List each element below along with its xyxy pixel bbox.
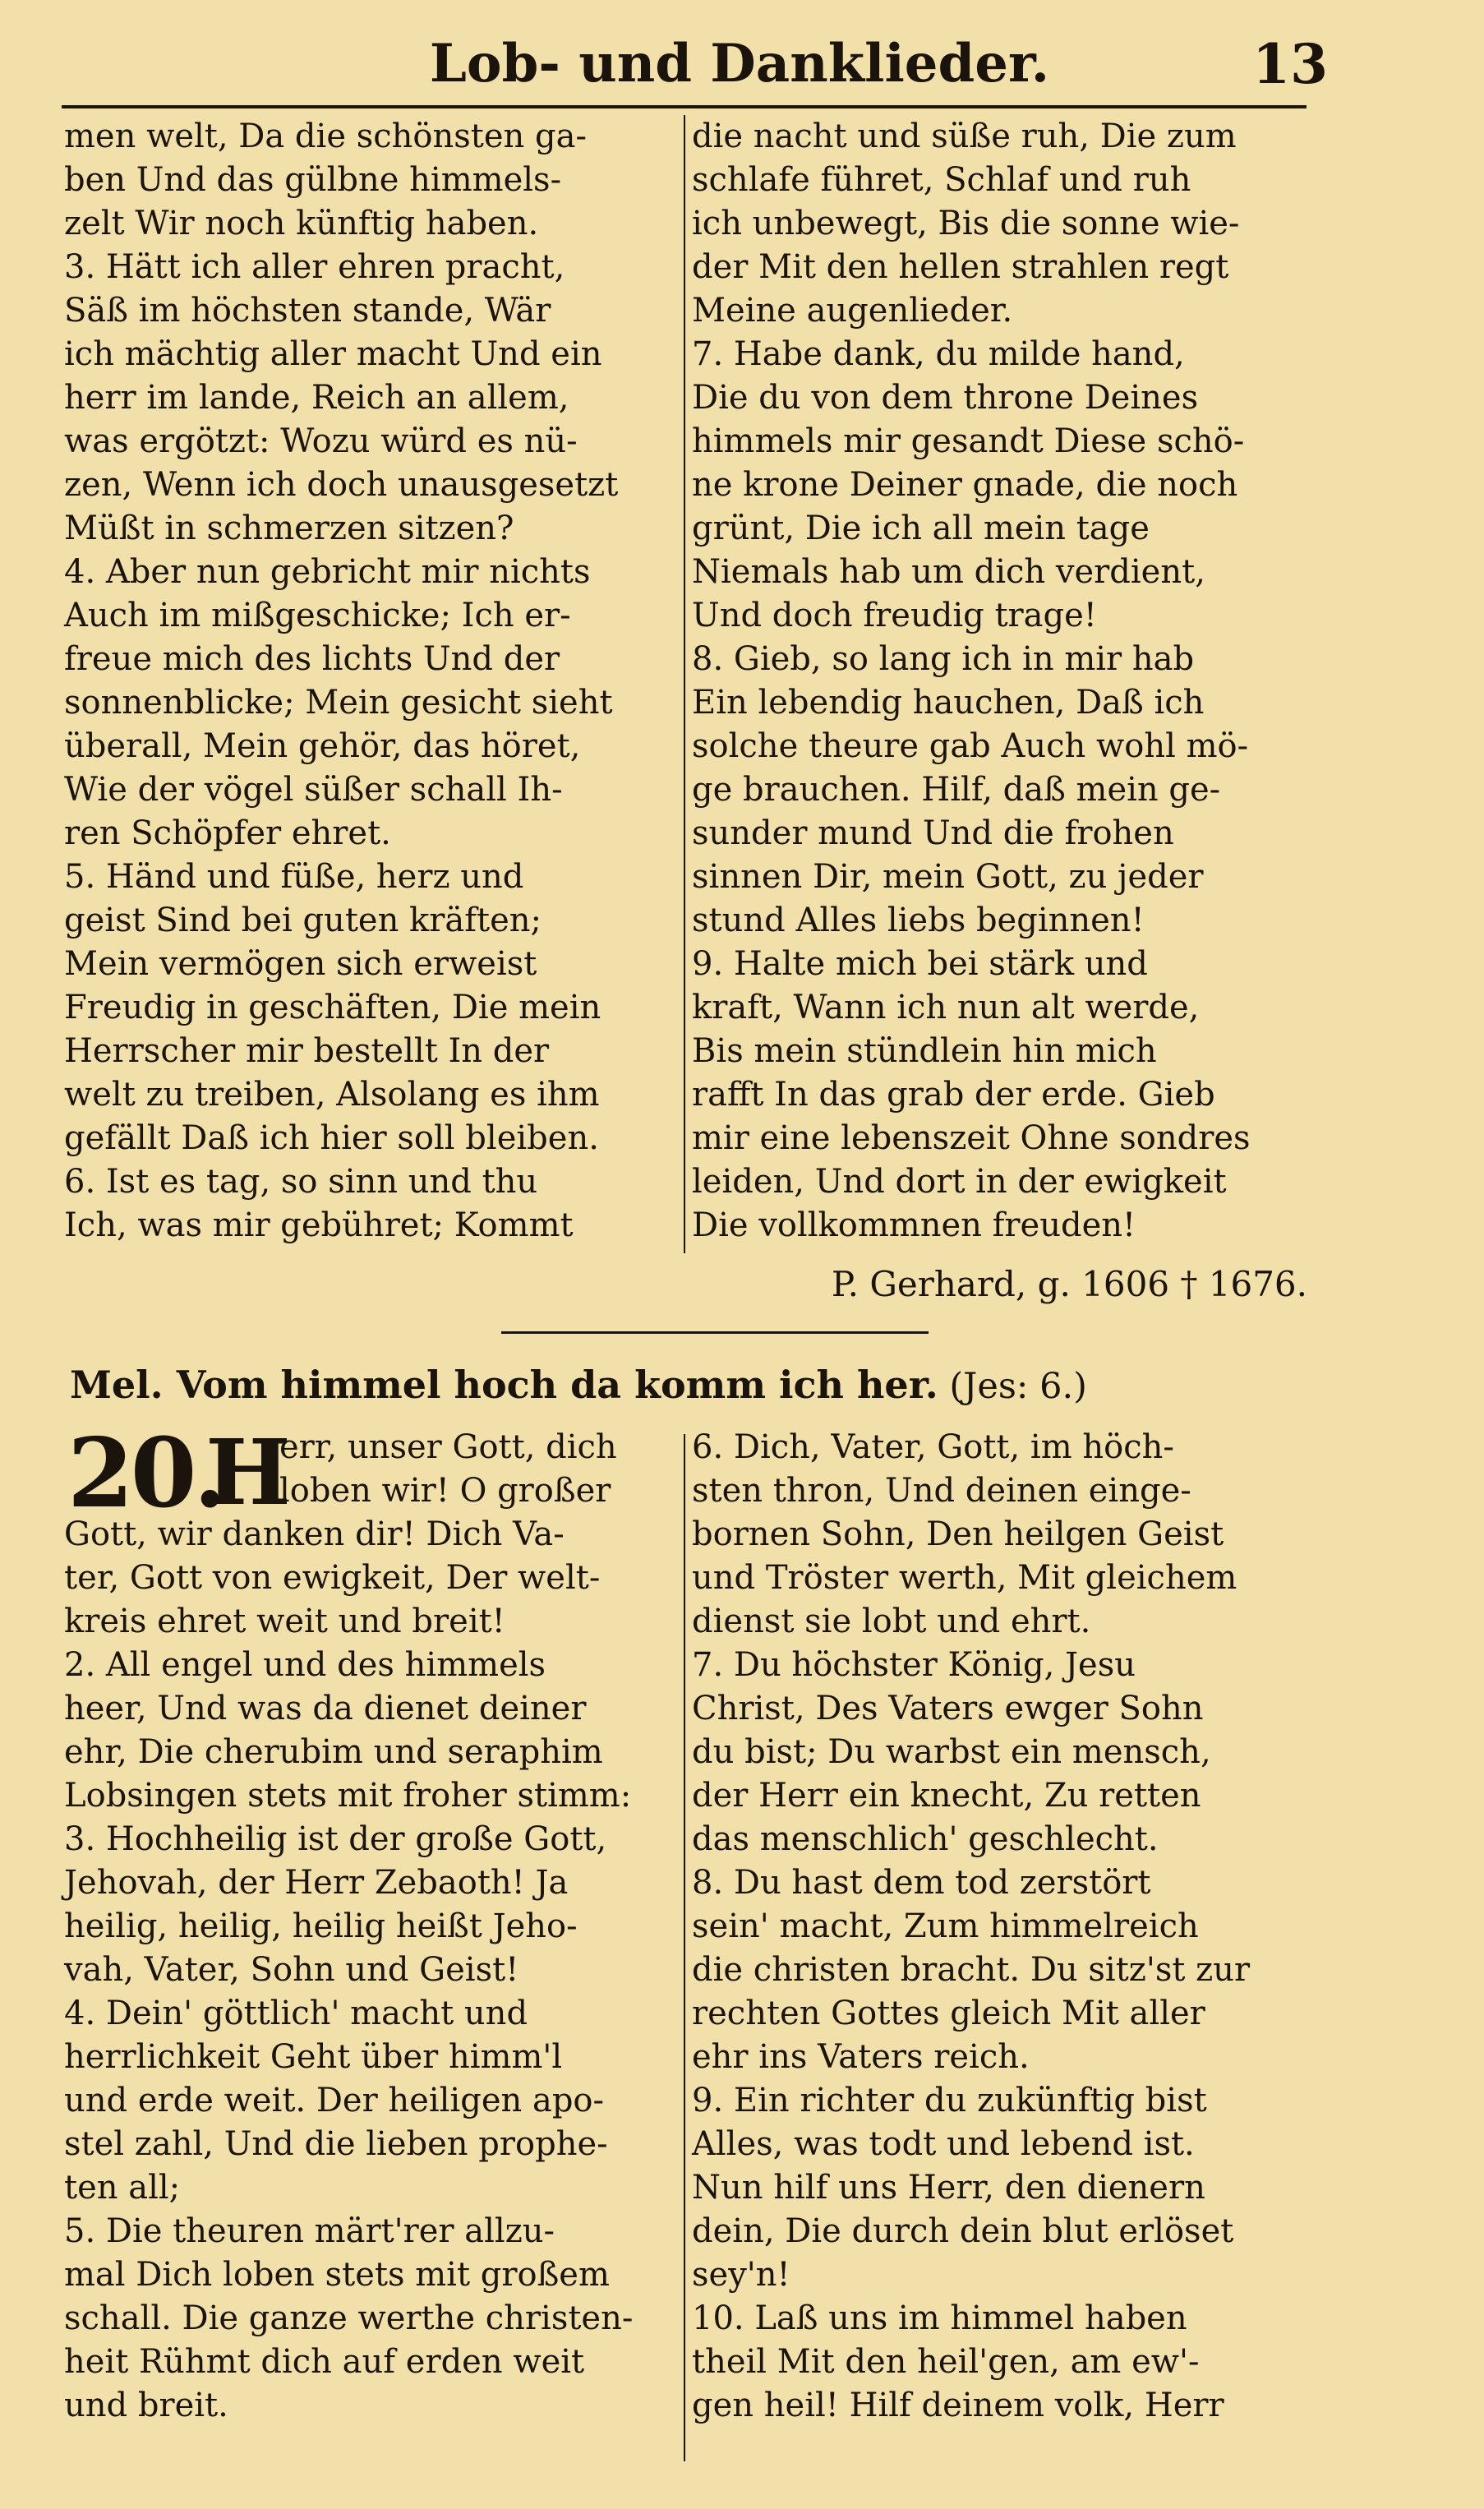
text-line: dienst sie lobt und ehrt. bbox=[692, 1603, 1091, 1640]
text-line: 10. Laß uns im himmel haben bbox=[692, 2299, 1187, 2337]
text-line: Gott, wir danken dir! Dich Va- bbox=[64, 1515, 565, 1553]
text-line: Nun hilf uns Herr, den dienern bbox=[692, 2169, 1205, 2207]
text-line: ben Und das gülbne himmels- bbox=[64, 161, 562, 199]
text-line: sunder mund Und die frohen bbox=[692, 814, 1174, 852]
text-line: 4. Dein' göttlich' macht und bbox=[64, 1995, 528, 2032]
text-line: ehr, Die cherubim und seraphim bbox=[64, 1733, 603, 1771]
text-line: 6. Ist es tag, so sinn und thu bbox=[64, 1163, 538, 1201]
text-line: und Tröster werth, Mit gleichem bbox=[692, 1559, 1237, 1597]
text-line: sonnenblicke; Mein gesicht sieht bbox=[64, 684, 613, 722]
left-column-top bbox=[64, 115, 618, 1248]
text-line: welt zu treiben, Alsolang es ihm bbox=[64, 1076, 600, 1114]
text-line: theil Mit den heil'gen, am ew'- bbox=[692, 2343, 1200, 2381]
text-line: loben wir! O großer bbox=[279, 1472, 611, 1510]
text-line: Auch im mißgeschicke; Ich er- bbox=[64, 597, 571, 634]
text-line: stel zahl, Und die lieben prophe- bbox=[64, 2125, 608, 2163]
text-line: ter, Gott von ewigkeit, Der welt- bbox=[64, 1559, 601, 1597]
text-line: und breit. bbox=[64, 2387, 228, 2424]
text-line: 9. Ein richter du zukünftig bist bbox=[692, 2082, 1207, 2119]
text-line: sey'n! bbox=[692, 2256, 790, 2294]
text-line: kreis ehret weit und breit! bbox=[64, 1603, 505, 1640]
text-line: rafft In das grab der erde. Gieb bbox=[692, 1076, 1215, 1114]
hymn-number: 20. bbox=[67, 1418, 224, 1529]
text-line: Freudig in geschäften, Die mein bbox=[64, 989, 601, 1026]
text-line: Meine augenlieder. bbox=[692, 292, 1013, 330]
text-line: heer, Und was da dienet deiner bbox=[64, 1690, 587, 1727]
hymn-author: P. Gerhard, g. 1606 † 1676. bbox=[831, 1264, 1307, 1304]
right-column-top bbox=[692, 115, 1251, 1248]
text-line: die nacht und süße ruh, Die zum bbox=[692, 118, 1237, 155]
page-header-title: Lob- und Danklieder. bbox=[429, 33, 1050, 95]
text-line: Mein vermögen sich erweist bbox=[64, 945, 537, 983]
right-column-bottom bbox=[692, 1426, 1250, 2428]
text-line: 5. Die theuren märt'rer allzu- bbox=[64, 2212, 555, 2250]
text-line: ehr ins Vaters reich. bbox=[692, 2038, 1030, 2076]
text-line: solche theure gab Auch wohl mö- bbox=[692, 727, 1249, 765]
text-line: mal Dich loben stets mit großem bbox=[64, 2256, 610, 2294]
text-line: Die vollkommnen freuden! bbox=[692, 1206, 1136, 1244]
text-line: ge brauchen. Hilf, daß mein ge- bbox=[692, 771, 1221, 809]
text-line: ten all; bbox=[64, 2169, 181, 2207]
text-line: der Herr ein knecht, Zu retten bbox=[692, 1777, 1201, 1815]
text-line: Niemals hab um dich verdient, bbox=[692, 553, 1205, 591]
text-line: Alles, was todt und lebend ist. bbox=[692, 2125, 1195, 2163]
text-line: Lobsingen stets mit froher stimm: bbox=[64, 1777, 632, 1815]
text-line: mir eine lebenszeit Ohne sondres bbox=[692, 1119, 1251, 1157]
section-divider bbox=[501, 1331, 929, 1334]
melody-reference: (Jes: 6.) bbox=[949, 1366, 1087, 1407]
text-line: was ergötzt: Wozu würd es nü- bbox=[64, 422, 578, 460]
text-line: Christ, Des Vaters ewger Sohn bbox=[692, 1690, 1204, 1727]
column-divider-top bbox=[684, 115, 685, 1253]
text-line: herr im lande, Reich an allem, bbox=[64, 379, 569, 417]
text-line: 5. Händ und füße, herz und bbox=[64, 858, 524, 896]
text-line: schall. Die ganze werthe christen- bbox=[64, 2299, 634, 2337]
text-line: 7. Habe dank, du milde hand, bbox=[692, 335, 1185, 373]
text-line: heilig, heilig, heilig heißt Jeho- bbox=[64, 1907, 578, 1945]
text-line: zelt Wir noch künftig haben. bbox=[64, 205, 539, 242]
text-line: men welt, Da die schönsten ga- bbox=[64, 118, 587, 155]
page-number: 13 bbox=[1252, 32, 1328, 96]
text-line: Bis mein stündlein hin mich bbox=[692, 1032, 1157, 1070]
melody-label: Mel. Vom himmel hoch da komm ich her. bbox=[70, 1363, 938, 1407]
text-line: kraft, Wann ich nun alt werde, bbox=[692, 989, 1200, 1026]
text-line: geist Sind bei guten kräften; bbox=[64, 902, 542, 939]
column-divider-bottom bbox=[684, 1434, 685, 2461]
text-line: das menschlich' geschlecht. bbox=[692, 1820, 1159, 1858]
text-line: leiden, Und dort in der ewigkeit bbox=[692, 1163, 1227, 1201]
text-line: himmels mir gesandt Diese schö- bbox=[692, 422, 1245, 460]
drop-cap: H bbox=[205, 1419, 291, 1525]
text-line: gen heil! Hilf deinem volk, Herr bbox=[692, 2387, 1224, 2424]
text-line: sein' macht, Zum himmelreich bbox=[692, 1907, 1199, 1945]
text-line: ich mächtig aller macht Und ein bbox=[64, 335, 602, 373]
text-line: 3. Hätt ich aller ehren pracht, bbox=[64, 248, 565, 286]
text-line: 7. Du höchster König, Jesu bbox=[692, 1646, 1136, 1684]
text-line: bornen Sohn, Den heilgen Geist bbox=[692, 1515, 1224, 1553]
text-line: Müßt in schmerzen sitzen? bbox=[64, 510, 514, 547]
melody-line bbox=[70, 1360, 1087, 1411]
text-line: heit Rühmt dich auf erden weit bbox=[64, 2343, 585, 2381]
left-column-bottom bbox=[64, 1513, 633, 2428]
text-line: herrlichkeit Geht über himm'l bbox=[64, 2038, 563, 2076]
text-line: Ein lebendig hauchen, Daß ich bbox=[692, 684, 1205, 722]
text-line: Säß im höchsten stande, Wär bbox=[64, 292, 551, 330]
text-line: freue mich des lichts Und der bbox=[64, 640, 560, 678]
header-rule bbox=[62, 105, 1307, 108]
text-line: rechten Gottes gleich Mit aller bbox=[692, 1995, 1205, 2032]
text-line: sten thron, Und deinen einge- bbox=[692, 1472, 1191, 1510]
text-line: grünt, Die ich all mein tage bbox=[692, 510, 1150, 547]
text-line: du bist; Du warbst ein mensch, bbox=[692, 1733, 1211, 1771]
text-line: dein, Die durch dein blut erlöset bbox=[692, 2212, 1234, 2250]
text-line: sinnen Dir, mein Gott, zu jeder bbox=[692, 858, 1204, 896]
text-line: schlafe führet, Schlaf und ruh bbox=[692, 161, 1191, 199]
text-line: und erde weit. Der heiligen apo- bbox=[64, 2082, 605, 2119]
text-line: Die du von dem throne Deines bbox=[692, 379, 1199, 417]
text-line: Ich, was mir gebühret; Kommt bbox=[64, 1206, 574, 1244]
text-line: der Mit den hellen strahlen regt bbox=[692, 248, 1229, 286]
text-line: ren Schöpfer ehret. bbox=[64, 814, 391, 852]
text-line: 3. Hochheilig ist der große Gott, bbox=[64, 1820, 607, 1858]
text-line: ne krone Deiner gnade, die noch bbox=[692, 466, 1238, 504]
text-line: Wie der vögel süßer schall Ih- bbox=[64, 771, 563, 809]
text-line: ich unbewegt, Bis die sonne wie- bbox=[692, 205, 1240, 242]
text-line: 8. Gieb, so lang ich in mir hab bbox=[692, 640, 1195, 678]
text-line: 9. Halte mich bei stärk und bbox=[692, 945, 1148, 983]
text-line: err, unser Gott, dich bbox=[279, 1428, 617, 1466]
left-column-bottom-indented bbox=[279, 1426, 617, 1513]
text-line: Herrscher mir bestellt In der bbox=[64, 1032, 550, 1070]
text-line: 2. All engel und des himmels bbox=[64, 1646, 546, 1684]
text-line: zen, Wenn ich doch unausgesetzt bbox=[64, 466, 619, 504]
text-line: 6. Dich, Vater, Gott, im höch- bbox=[692, 1428, 1174, 1466]
text-line: stund Alles liebs beginnen! bbox=[692, 902, 1145, 939]
text-line: gefällt Daß ich hier soll bleiben. bbox=[64, 1119, 599, 1157]
text-line: überall, Mein gehör, das höret, bbox=[64, 727, 581, 765]
text-line: vah, Vater, Sohn und Geist! bbox=[64, 1951, 519, 1989]
text-line: Und doch freudig trage! bbox=[692, 597, 1097, 634]
text-line: 4. Aber nun gebricht mir nichts bbox=[64, 553, 591, 591]
text-line: 8. Du hast dem tod zerstört bbox=[692, 1864, 1151, 1902]
text-line: Jehovah, der Herr Zebaoth! Ja bbox=[64, 1864, 569, 1902]
text-line: die christen bracht. Du sitz'st zur bbox=[692, 1951, 1251, 1989]
